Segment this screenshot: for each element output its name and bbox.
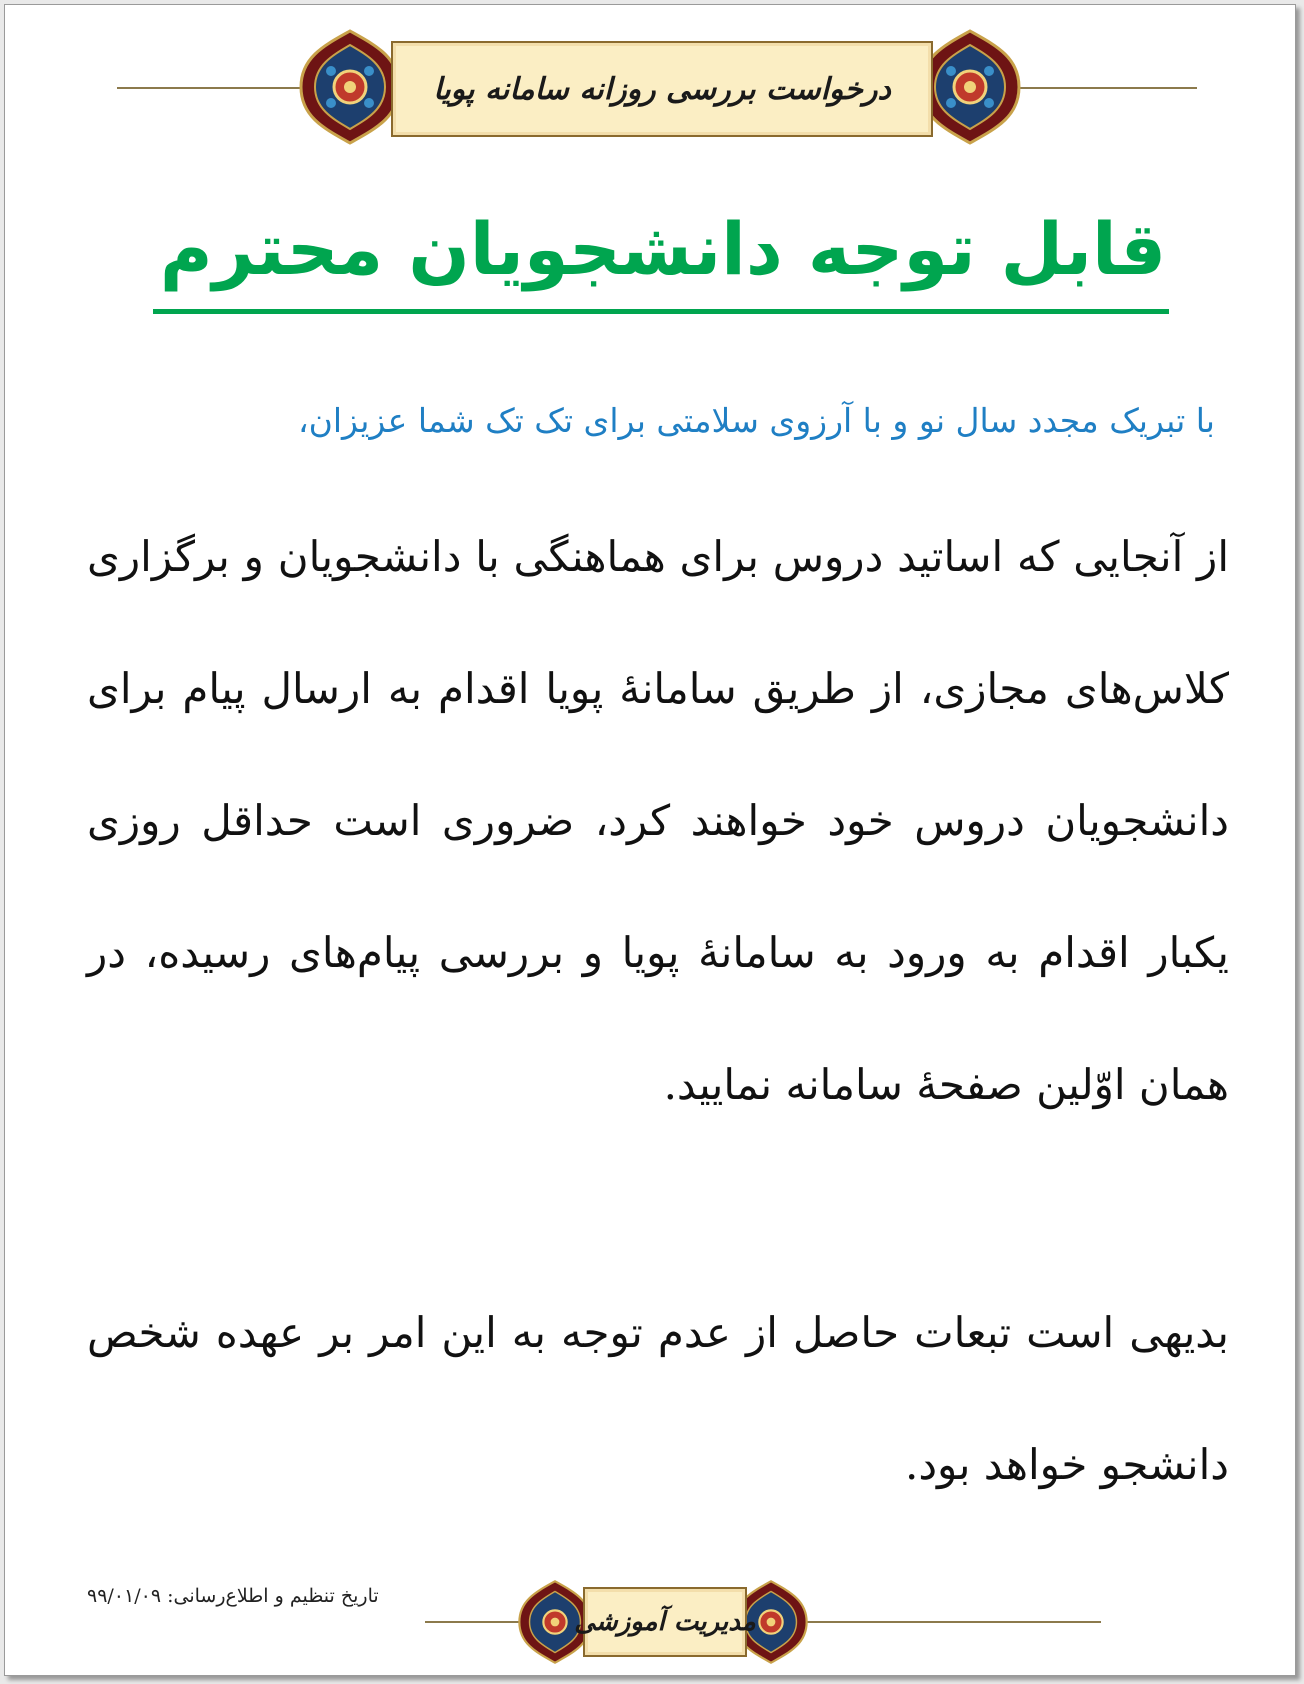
header-banner (295, 27, 1025, 147)
title-underline (153, 309, 1169, 314)
footer-date: تاریخ تنظیم و اطلاع‌رسانی: ۹۹/۰۱/۰۹ (87, 1585, 379, 1607)
body-paragraph: بدیهی است تبعات حاصل از عدم توجه به این امر بر عهده شخص دانشجو خواهد بود. (87, 1308, 1229, 1489)
document-page (4, 4, 1296, 1676)
page-title: قابل توجه دانشجویان محترم (159, 207, 1167, 291)
greeting-line: با تبریک مجدد سال نو و با آرزوی سلامتی برای تک تک شما عزیزان، (297, 401, 1215, 440)
footer-scroll (574, 1587, 756, 1657)
header-scroll (391, 41, 933, 137)
footer-seal-text: مدیریت آموزشی (574, 1607, 756, 1637)
footer-seal (515, 1575, 811, 1669)
body-paragraph: از آنجایی که اساتید دروس برای هماهنگی با دانشجویان و برگزاری کلاس‌های مجازی، از طریق سامانهٔ پویا اقدام به ارسال پیام برای دانشجویان دروس خود خواهند کرد، ضروری است حداقل روزی یکبار اقدام به ورود به سامانهٔ پویا و بررسی پیام‌های رسیده، در همان اوّلین صفحهٔ سامانه نمایید. (87, 532, 1229, 1109)
header-banner-text: درخواست بررسی روزانه سامانه پویا (433, 71, 891, 107)
ornament-icon (295, 27, 405, 147)
